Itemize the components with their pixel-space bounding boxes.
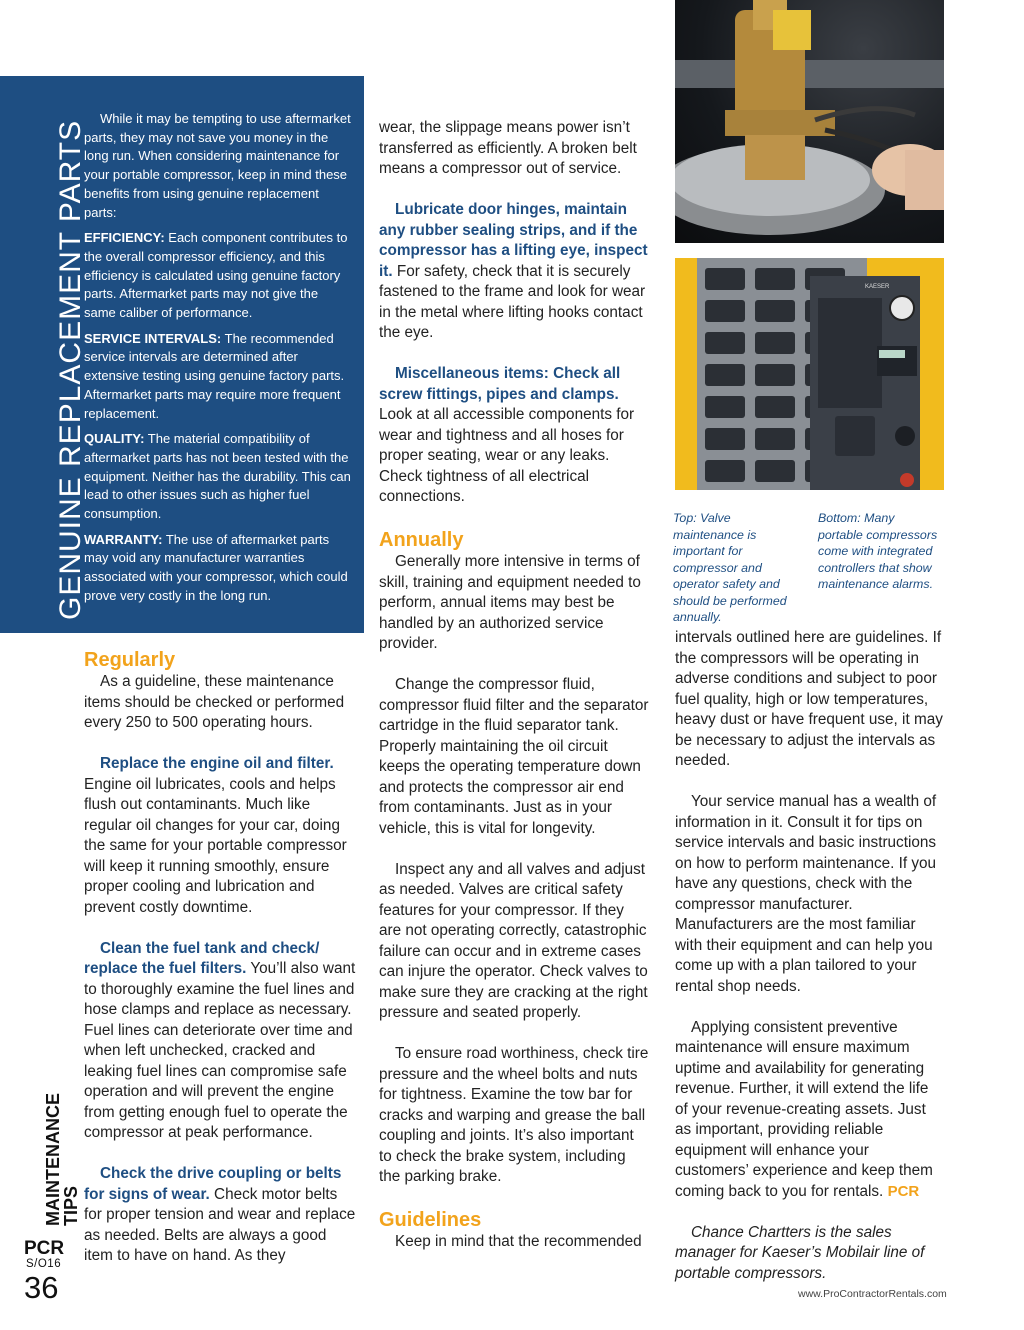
- fuel-tank-paragraph: Clean the fuel tank and check/ replace the fuel filters. You’ll also want to thoroughly examine the fuel lines and hose clamps and replace as necessary. Fuel lines can deteriorate over time and when left unchecked, cracked and leaking fuel lines can compromise safe operation and will prevent the engine from getting enough fuel to operate the compressor at peak performance.: [84, 939, 356, 1141]
- caption-top: Top: Valve maintenance is important for compressor and operator safety and should be performed annually.: [673, 511, 787, 624]
- sidebar-item-efficiency: EFFICIENCY: Each component contributes to the overall compressor efficiency, and this efficiency is calculated using genuine factory parts. Aftermarket parts may not give the same caliber of performance.: [84, 230, 348, 321]
- guidelines-intro: Keep in mind that the recommended: [395, 1233, 642, 1250]
- pcr-end-mark: PCR: [887, 1182, 920, 1200]
- page-number: 36: [24, 1270, 59, 1305]
- regularly-intro: As a guideline, these maintenance items should be checked or performed every 250 to 500 operating hours.: [84, 673, 345, 731]
- valve-illustration: [675, 0, 944, 243]
- valves-paragraph: Inspect any and all valves and adjust as needed. Valves are critical safety features for your compressor. If they are not operating correctly, catastrophic failure can occur and in extreme cases can injure the operator. Check valves to make sure they are cracking at the right pressure and seated properly.: [379, 860, 648, 1021]
- fluid-paragraph: Change the compressor fluid, compressor fluid filter and the separator cartridge in the fluid separator tank. Properly maintaining the oil circuit keeps the operating temperature down and protects the compressor air end from contaminants. Just as in your vehicle, this is vital for longevity.: [379, 676, 649, 837]
- caption-bottom: Bottom: Many portable compressors come with integrated controllers that show maintenance alarms.: [818, 511, 938, 591]
- column-2: [379, 118, 649, 1253]
- annually-heading: Annually: [379, 529, 464, 551]
- service-manual-paragraph: Your service manual has a wealth of information in it. Consult it for tips on service intervals and basic instructions on how to perform maintenance. If you have any questions, check with the compressor manufacturer. Manufacturers are the most familiar with their equipment and can help you come up with a plan tailored to your rental shop needs.: [675, 793, 937, 995]
- regularly-heading: Regularly: [84, 649, 176, 671]
- misc-paragraph: Miscellaneous items: Check all screw fittings, pipes and clamps. Look at all accessible components for wear and tightness and all hoses for proper seating, wear or any leaks. Check tightness of all electrical connections.: [379, 365, 635, 505]
- guidelines-heading: Guidelines: [379, 1209, 482, 1231]
- website-url: www.ProContractorRentals.com: [798, 1288, 947, 1300]
- drive-coupling-paragraph: Check the drive coupling or belts for signs of wear. Check motor belts for proper tension and wear and replace as needed. Belts are always a good item to have on hand. As they: [84, 1165, 356, 1264]
- column-3: [675, 628, 945, 1284]
- valve-photo: [675, 0, 944, 243]
- closing-paragraph: Applying consistent preventive maintenance will ensure maximum uptime and availability for generating revenue. Further, it will extend the life of your revenue-creating assets. Just as important, providing reliable equipment will enhance your customers’ experience and keep them coming back to you for rentals. PCR: [675, 1018, 933, 1200]
- annually-intro: Generally more intensive in terms of skill, training and equipment needed to perform, annual items may best be handled by an authorized service provider.: [379, 553, 641, 652]
- section-label: MAINTENANCE: [43, 1093, 63, 1226]
- sidebar-item-warranty: WARRANTY: The use of aftermarket parts may void any manufacturer warranties associated with your compressor, which could prove very costly in the long run.: [84, 531, 348, 603]
- controller-illustration: [675, 258, 944, 490]
- hinges-paragraph: Lubricate door hinges, maintain any rubber sealing strips, and if the compressor has a lifting eye, inspect it. For safety, check that it is securely fastened to the frame and look for wear in the metal where lifting hooks contact the eye.: [379, 201, 648, 341]
- sidebar-intro: While it may be tempting to use aftermarket parts, they may not save you money in the long run. When considering maintenance for your portable compressor, keep in mind these benefits from using genuine replacement parts:: [84, 111, 351, 220]
- belts-continued: wear, the slippage means power isn’t transferred as efficiently. A broken belt means a compressor out of service.: [379, 119, 637, 177]
- section-label-tips: TIPS: [61, 1185, 81, 1226]
- controller-photo: [675, 258, 944, 490]
- author-bio: Chance Chartters is the sales manager for Kaeser’s Mobilair line of portable compressors.: [675, 1223, 925, 1282]
- sidebar-item-service: SERVICE INTERVALS: The recommended service intervals are determined after extensive testing using genuine factory parts. Aftermarket parts may require more frequent replacement.: [84, 330, 345, 421]
- issue-label: S/O16: [26, 1258, 62, 1270]
- sidebar-title: GENUINE REPLACEMENT PARTS: [54, 119, 87, 620]
- magazine-logo: PCR: [24, 1238, 65, 1259]
- column-1: [84, 648, 356, 1267]
- sidebar-text: [84, 110, 352, 613]
- guidelines-continued: intervals outlined here are guidelines. If the compressors will be operating in adverse conditions and subject to poor fuel quality, high or low temperatures, heavy dust or have frequent use, it may be necessary to adjust the intervals as needed.: [675, 629, 943, 769]
- panel-brand: KAESER: [865, 284, 890, 290]
- engine-oil-paragraph: Replace the engine oil and filter. Engine oil lubricates, cools and helps flush out contaminants. Much like regular oil changes for your car, doing the same for your portable compressor will keep it running smoothly, ensure proper cooling and lubrication and prevent costly downtime.: [84, 755, 347, 916]
- road-paragraph: To ensure road worthiness, check tire pressure and the wheel bolts and nuts for tightness. Examine the tow bar for cracks and warping and grease the ball coupling and joints. It’s also important to check the brake system, including the parking brake.: [379, 1045, 649, 1185]
- sidebar-item-quality: QUALITY: The material compatibility of aftermarket parts has not been tested with the equipment. Neither has the durability. This can lead to other issues such as higher fuel consumption.: [84, 431, 351, 522]
